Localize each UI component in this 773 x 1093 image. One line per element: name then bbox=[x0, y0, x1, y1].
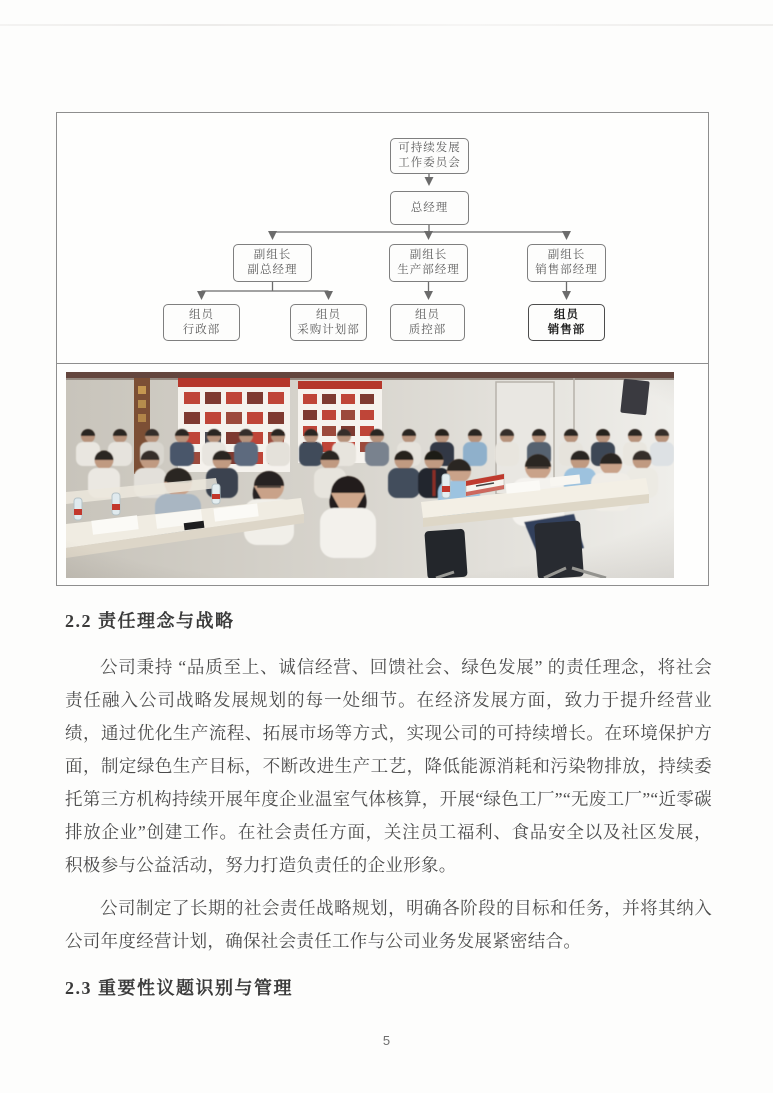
org-node-label: 销售部 bbox=[547, 323, 586, 336]
org-node-label: 生产部经理 bbox=[397, 264, 460, 276]
org-node-deputy-leader-production bbox=[389, 244, 468, 282]
org-node-deputy-leader-dgm bbox=[233, 244, 312, 282]
org-node-committee bbox=[390, 138, 469, 174]
text-column bbox=[65, 609, 712, 1001]
section-heading-2-2: 2.2 责任理念与战略 bbox=[65, 611, 235, 631]
org-node-label: 销售部经理 bbox=[535, 264, 598, 276]
section-heading-2-3: 2.3 重要性议题识别与管理 bbox=[65, 978, 293, 998]
meeting-photo bbox=[66, 372, 674, 578]
body-paragraph-1: 公司秉持 “品质至上、诚信经营、回馈社会、绿色发展” 的责任理念，将社会责任融入公司战略发展规划的每一处细节。在经济发展方面，致力于提升经营业绩，通过优化生产流程、拓展市场等方式，实现公司的可持续增长。在环境保护方面，制定绿色生产目标，不断改进生产工艺，降低能源消耗和污染物排放，持续委托第三方机构持续开展年度企业温室气体核算，开展“绿色工厂”“无废工厂”“近零碳排放企业”创建工作。在社会责任方面，关注员工福利、食品安全以及社区发展，积极参与公益活动，努力打造负责任的企业形象。 bbox=[65, 657, 712, 875]
org-node-label: 副组长 bbox=[253, 249, 292, 261]
page-footer bbox=[0, 1032, 773, 1050]
org-node-member-admin bbox=[163, 304, 240, 341]
page-top-scan-line bbox=[0, 24, 773, 26]
photo-area bbox=[57, 364, 708, 585]
org-node-label: 组员 bbox=[316, 308, 341, 321]
org-node-label: 副组长 bbox=[409, 249, 448, 261]
org-node-deputy-leader-sales bbox=[527, 244, 606, 282]
org-node-label: 总经理 bbox=[410, 201, 449, 214]
org-node-member-qc bbox=[390, 304, 465, 341]
org-node-label: 采购计划部 bbox=[297, 323, 360, 336]
figure-panel bbox=[56, 112, 709, 586]
org-node-general-manager bbox=[390, 191, 469, 225]
org-chart bbox=[57, 113, 708, 363]
org-chart-connectors bbox=[57, 113, 708, 363]
org-node-label: 组员 bbox=[554, 308, 579, 321]
org-node-label: 行政部 bbox=[182, 323, 221, 336]
org-node-member-sales bbox=[528, 304, 605, 341]
page-number: 5 bbox=[382, 1033, 391, 1048]
org-node-label: 可持续发展 bbox=[398, 142, 461, 154]
org-node-label: 副总经理 bbox=[247, 264, 298, 276]
body-paragraph-2: 公司制定了长期的社会责任战略规划，明确各阶段的目标和任务，并将其纳入公司年度经营计划，确保社会责任工作与公司业务发展紧密结合。 bbox=[65, 898, 712, 951]
org-node-label: 组员 bbox=[189, 308, 214, 321]
org-node-member-procurement bbox=[290, 304, 367, 341]
org-node-label: 组员 bbox=[415, 308, 440, 321]
org-node-label: 质控部 bbox=[408, 323, 447, 336]
org-node-label: 工作委员会 bbox=[398, 157, 461, 169]
org-node-label: 副组长 bbox=[547, 249, 586, 261]
